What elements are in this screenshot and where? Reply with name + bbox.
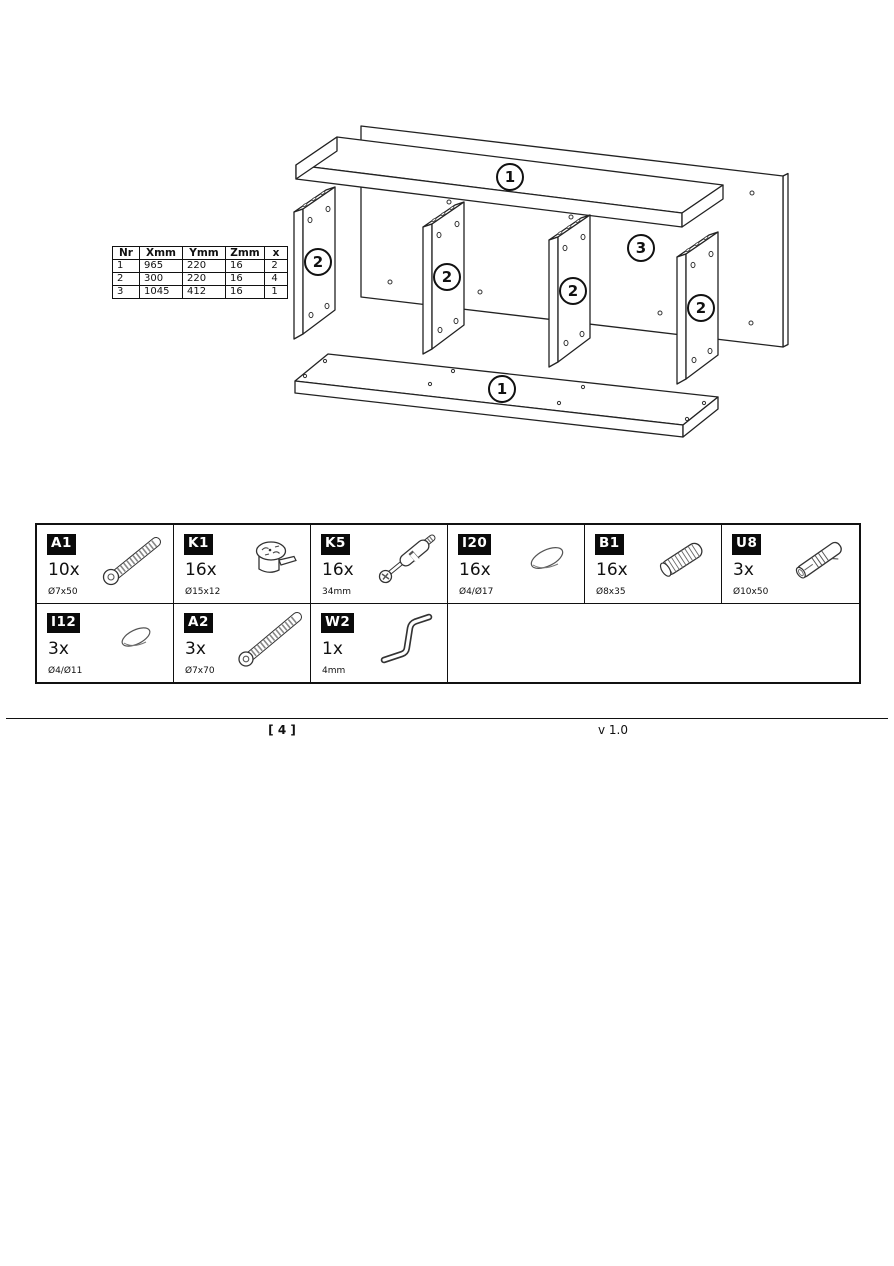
hardware-count: 3x xyxy=(185,638,206,659)
callout-divider-2: 2 xyxy=(433,263,461,291)
cell-xmm: 1045 xyxy=(140,286,183,299)
col-header-nr: Nr xyxy=(113,247,140,260)
cell-xmm: 300 xyxy=(140,273,183,286)
exploded-assembly-diagram xyxy=(255,100,835,450)
hardware-code-badge: A1 xyxy=(47,534,76,555)
hardware-count: 1x xyxy=(322,638,343,659)
hardware-empty-cell xyxy=(448,604,859,683)
cell-ymm: 220 xyxy=(183,260,226,273)
cell-ymm: 412 xyxy=(183,286,226,299)
wooden-dowel-icon xyxy=(646,530,718,588)
hardware-size: Ø4/Ø11 xyxy=(48,666,83,676)
hardware-count: 16x xyxy=(596,560,628,580)
cell-nr: 1 xyxy=(113,260,140,273)
hardware-item-u8 xyxy=(722,525,859,604)
hardware-code-badge: A2 xyxy=(184,613,213,634)
hardware-code-badge: K5 xyxy=(321,534,350,555)
col-header-x: x xyxy=(265,247,288,260)
hardware-count: 16x xyxy=(322,560,354,580)
cell-ymm: 220 xyxy=(183,273,226,286)
cell-qty: 4 xyxy=(265,273,288,286)
hardware-item-k5 xyxy=(311,525,448,604)
page-number: [ 4 ] xyxy=(268,723,296,737)
hardware-size: 34mm xyxy=(322,586,351,597)
hardware-code-badge: U8 xyxy=(732,534,761,555)
hardware-item-a1 xyxy=(37,525,174,604)
hardware-size: Ø7x50 xyxy=(48,586,78,597)
hardware-item-a2 xyxy=(174,604,311,683)
callout-top-shelf: 1 xyxy=(496,163,524,191)
hardware-size: Ø15x12 xyxy=(185,586,221,597)
hardware-count: 16x xyxy=(185,560,217,580)
callout-divider-1: 2 xyxy=(304,248,332,276)
hardware-code-badge: W2 xyxy=(321,613,354,634)
hardware-code-badge: B1 xyxy=(595,534,624,555)
dimensions-table xyxy=(112,246,288,299)
hardware-count: 10x xyxy=(48,560,80,580)
countersunk-screw-icon xyxy=(235,609,307,667)
cell-zmm: 16 xyxy=(226,286,265,299)
footer-divider xyxy=(6,718,888,719)
cell-qty: 1 xyxy=(265,286,288,299)
hardware-table xyxy=(35,523,861,684)
countersunk-screw-icon xyxy=(98,530,170,588)
cell-zmm: 16 xyxy=(226,273,265,286)
col-header-zmm: Zmm xyxy=(226,247,265,260)
wall-plug-icon xyxy=(784,530,856,588)
hardware-size: Ø7x70 xyxy=(185,666,215,676)
hardware-count: 3x xyxy=(48,638,69,659)
hardware-code-badge: K1 xyxy=(184,534,213,555)
cover-cap-icon xyxy=(509,530,581,588)
hardware-item-i20 xyxy=(448,525,585,604)
version-label: v 1.0 xyxy=(598,723,628,737)
cell-xmm: 965 xyxy=(140,260,183,273)
hardware-count: 16x xyxy=(459,560,491,580)
table-row xyxy=(113,260,288,273)
hardware-size: Ø8x35 xyxy=(596,586,626,597)
hardware-code-badge: I12 xyxy=(47,613,80,634)
cell-zmm: 16 xyxy=(226,260,265,273)
hardware-item-i12 xyxy=(37,604,174,683)
callout-divider-3: 2 xyxy=(559,277,587,305)
cam-lock-icon xyxy=(235,530,307,588)
cell-qty: 2 xyxy=(265,260,288,273)
hardware-code-badge: I20 xyxy=(458,534,491,555)
hardware-count: 3x xyxy=(733,560,754,580)
hardware-size: Ø4/Ø17 xyxy=(459,586,494,597)
callout-divider-4: 2 xyxy=(687,294,715,322)
cam-bolt-icon xyxy=(372,530,444,588)
table-row xyxy=(113,286,288,299)
hardware-item-k1 xyxy=(174,525,311,604)
callout-back-panel: 3 xyxy=(627,234,655,262)
col-header-xmm: Xmm xyxy=(140,247,183,260)
hardware-item-b1 xyxy=(585,525,722,604)
hardware-size: Ø10x50 xyxy=(733,586,769,597)
dimensions-header-row xyxy=(113,247,288,260)
cell-nr: 3 xyxy=(113,286,140,299)
callout-bottom-shelf: 1 xyxy=(488,375,516,403)
col-header-ymm: Ymm xyxy=(183,247,226,260)
cell-nr: 2 xyxy=(113,273,140,286)
allen-key-icon xyxy=(372,609,444,667)
hardware-size: 4mm xyxy=(322,666,346,676)
table-row xyxy=(113,273,288,286)
hardware-item-w2 xyxy=(311,604,448,683)
cover-cap-icon xyxy=(98,609,170,667)
